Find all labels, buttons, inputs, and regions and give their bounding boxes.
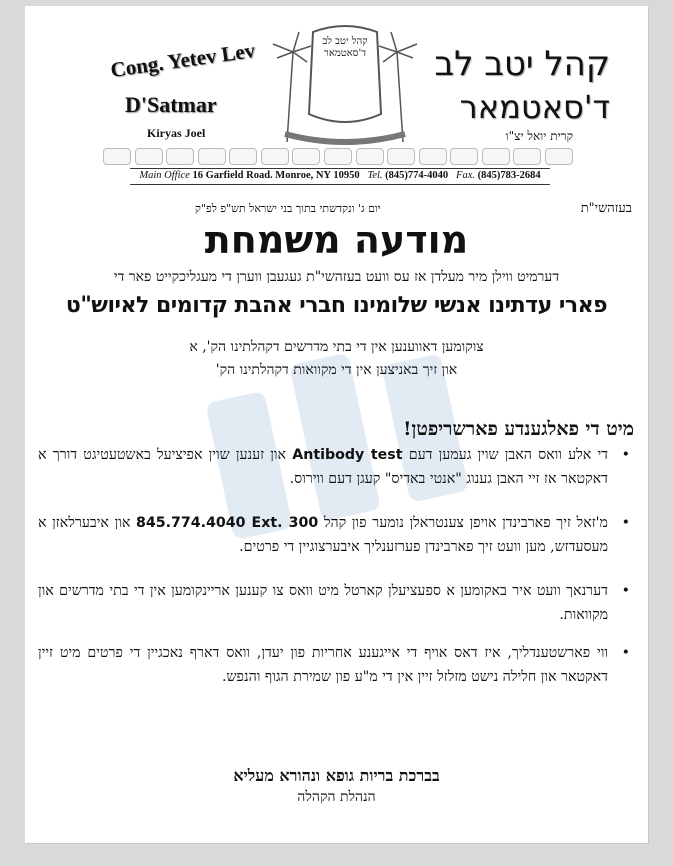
emblem-logo <box>265 22 425 150</box>
rule-text: און זענען שוין אפיציעל באשטעטיגט דורך א דאקטאר אז זיי האבן גענוג "אנטי באדיס" קעגן דעם ווירוס. <box>38 447 608 487</box>
rule-text: מ'זאל זיך פארבינדן אויפן צענטראלן נומער פון קהל <box>318 515 608 531</box>
branch-badge <box>419 148 447 165</box>
branch-badge <box>482 148 510 165</box>
bullet-icon: • <box>621 447 630 463</box>
list-item <box>38 641 638 689</box>
rule-text: ווי פארשטענדליך, איז דאס אויף די אייגענע אחריות פון יעדן, וואס דארף נאכגיין די פרטים מיט זיין דאקטאר און חלילה נישט מזלזל זיין אין די מ"ע פון שמירת הגוף והנפש. <box>38 645 608 685</box>
audience-line: פארי עדתינו אנשי שלומינו חברי אהבת קדומים לאיוש"ט <box>65 293 608 318</box>
branch-badge <box>261 148 289 165</box>
hebrew-location: קרית יואל יצ"ו <box>505 129 573 143</box>
intro-text: דערמיט ווילן מיר מעלדן אז עס וועט בעזהשי"ת געגעבן ווערן די מעגליכקייט פאר די <box>113 269 560 285</box>
address-line <box>130 170 550 181</box>
rules-heading: מיט די פאלגענדע פארשריפטן! <box>403 418 634 440</box>
english-location: Kiryas Joel <box>147 126 206 140</box>
tel-label: Tel. <box>367 170 383 181</box>
divider <box>130 184 550 185</box>
branch-badge <box>292 148 320 165</box>
bullet-icon: • <box>621 583 630 599</box>
rule-emphasis: Antibody test <box>292 447 403 463</box>
branch-badge <box>324 148 352 165</box>
list-item <box>38 443 638 491</box>
hebrew-dsatmar: ד'סאטמאר <box>459 88 610 126</box>
rule-text: דערנאך וועט איר באקומען א ספעציעלן קארטל מיט וואס צו קענען אריינקומען אין די בתי מדרשים און מקוואות. <box>38 583 608 623</box>
center-line: און זיך באניצען אין די מקוואות דקהלתינו הק' <box>215 362 458 378</box>
branch-badge <box>513 148 541 165</box>
phone-number: 845.774.4040 Ext. 300 <box>135 515 319 531</box>
hebrew-date: יום ג' ונקדשתי בתוך בני ישראל תש"פ לפ"ק <box>195 202 381 215</box>
english-congregation-name: Cong. Yetev Lev <box>108 37 257 83</box>
branch-badge <box>387 148 415 165</box>
branch-badge <box>198 148 226 165</box>
center-line: צוקומען דאווענען אין די בתי מדרשים דקהלתינו הק', א <box>189 339 484 355</box>
branch-badge <box>135 148 163 165</box>
closing-blessing: בברכת בריות גופא ונהורא מעליא <box>233 766 440 785</box>
fax: (845)783-2684 <box>477 170 541 181</box>
divider <box>130 168 550 169</box>
branch-badge <box>103 148 131 165</box>
emblem-text: קהל יטב לב ד'סאטמאר <box>322 36 368 59</box>
list-item <box>38 511 638 559</box>
branch-badge <box>545 148 573 165</box>
page-title: מודעה משמחת <box>204 218 469 262</box>
english-dsatmar: D'Satmar <box>125 92 217 117</box>
address: 16 Garfield Road. Monroe, NY 10950 <box>192 170 360 181</box>
branch-badges <box>103 148 573 165</box>
address-label: Main Office <box>139 170 190 181</box>
hebrew-congregation-name: קהל יטב לב <box>434 44 610 84</box>
list-item <box>38 579 638 627</box>
tel: (845)774-4040 <box>385 170 449 181</box>
rule-text: און איבערלאזן א מעסעדזש, מען וועט זיך פארבינדן פערזענליך איבערצוגיין די פרטים. <box>38 515 608 555</box>
rules-list <box>38 443 638 703</box>
branch-badge <box>356 148 384 165</box>
fax-label: Fax. <box>456 170 475 181</box>
branch-badge <box>166 148 194 165</box>
bullet-icon: • <box>621 515 630 531</box>
bsd-header: בעזהשי"ת <box>580 201 632 216</box>
document-page <box>25 6 648 843</box>
signature: הנהלת הקהלה <box>297 789 376 805</box>
branch-badge <box>450 148 478 165</box>
bullet-icon: • <box>621 645 630 661</box>
branch-badge <box>229 148 257 165</box>
rule-text: די אלע וואס האבן שוין געמען דעם <box>402 447 609 463</box>
